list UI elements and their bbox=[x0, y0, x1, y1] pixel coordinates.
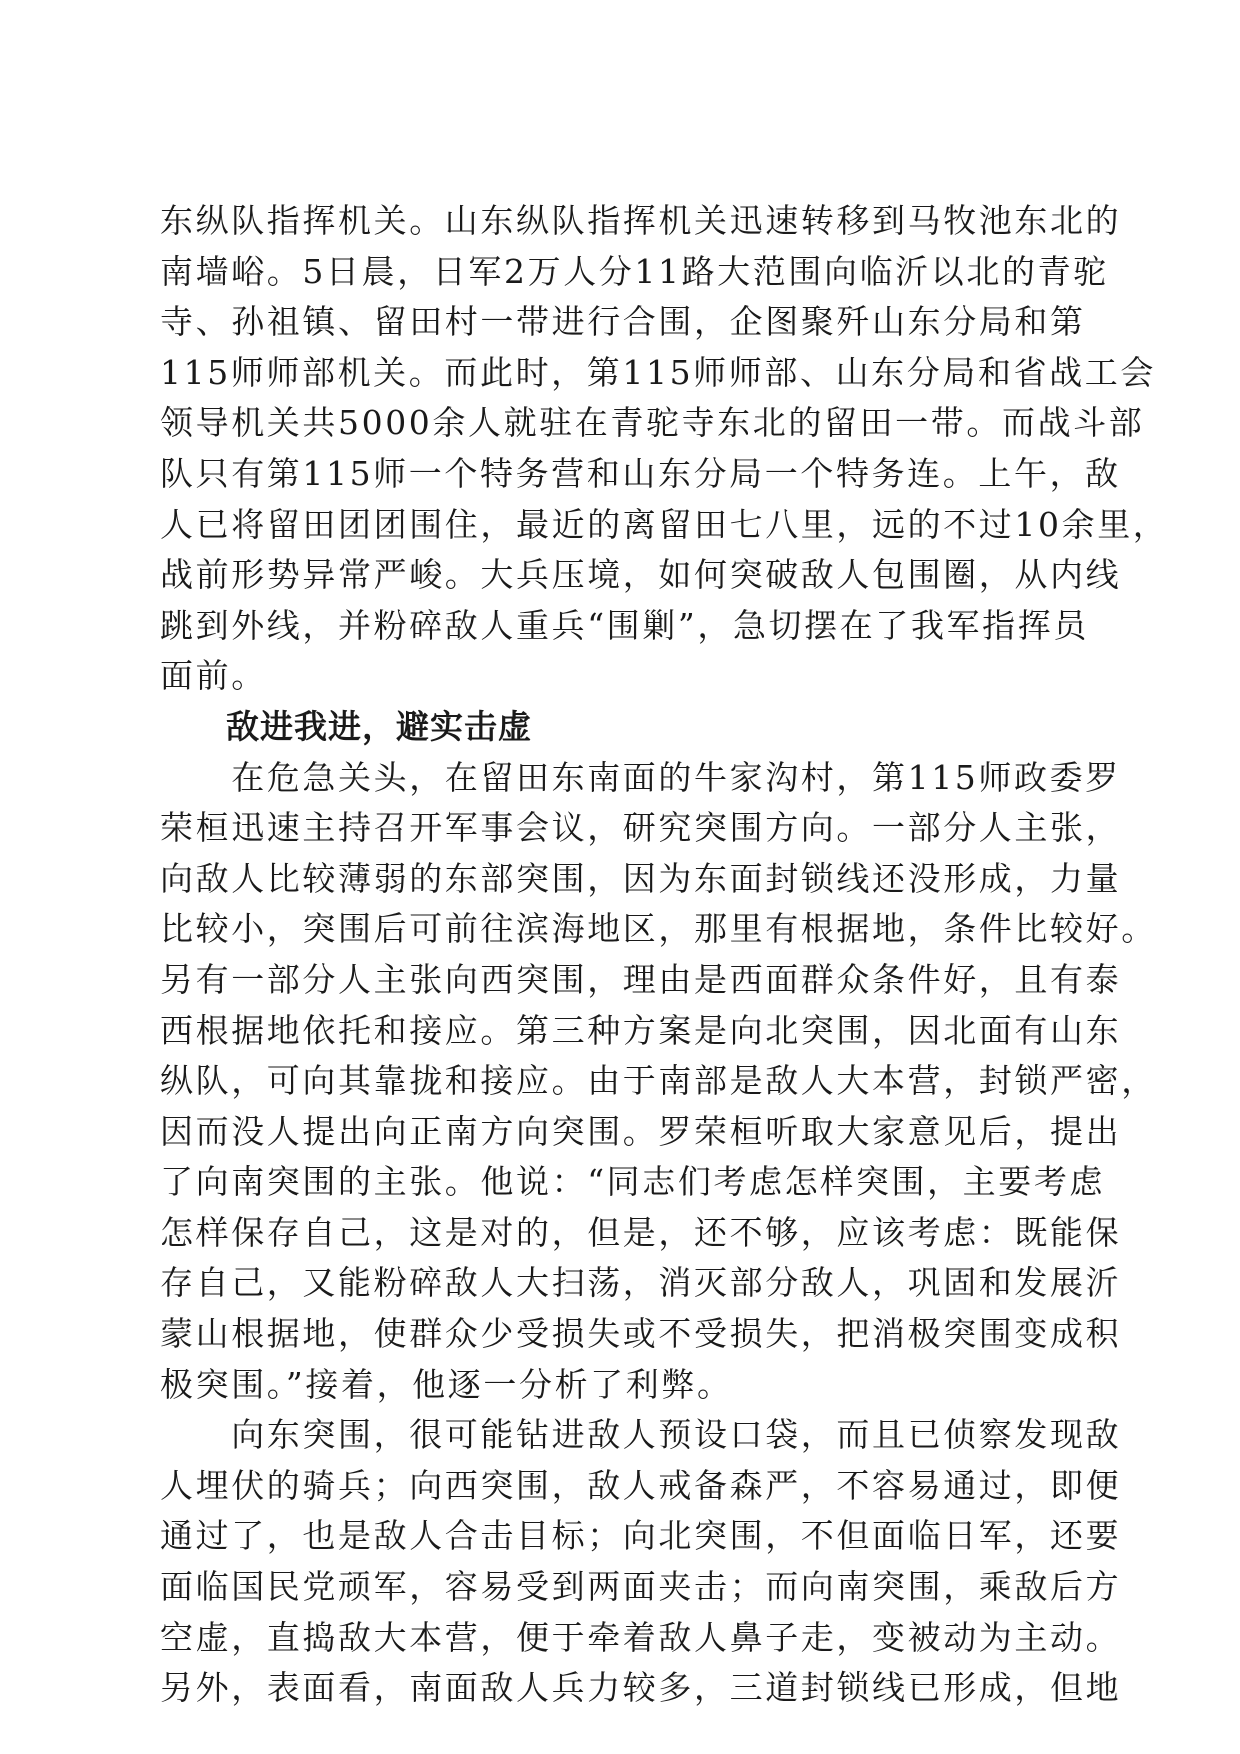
text-line: 人已将留田团团围住，最近的离留田七八里，远的不过10余里， bbox=[160, 504, 1169, 544]
paragraph bbox=[160, 753, 1157, 1411]
text-line: 面临国民党顽军，容易受到两面夹击；而向南突围，乘敌后方 bbox=[160, 1567, 1122, 1607]
text-line: 东纵队指挥机关。山东纵队指挥机关迅速转移到马牧池东北的 bbox=[160, 201, 1122, 240]
text-line: 因而没人提出向正南方向突围。罗荣桓听取大家意见后，提出 bbox=[160, 1111, 1122, 1151]
heading-text: 敌进我进，避实击虚 bbox=[226, 706, 532, 746]
text-line: 西根据地依托和接应。第三种方案是向北突围，因北面有山东 bbox=[160, 1010, 1122, 1050]
text-line: 向敌人比较薄弱的东部突围，因为东面封锁线还没形成，力量 bbox=[160, 858, 1122, 898]
text-line: 领导机关共5000余人就驻在青驼寺东北的留田一带。而战斗部 bbox=[160, 403, 1145, 443]
text-line: 另有一部分人主张向西突围，理由是西面群众条件好，且有泰 bbox=[160, 959, 1122, 999]
text-line: 纵队，可向其靠拢和接应。由于南部是敌人大本营，封锁严密， bbox=[160, 1061, 1157, 1101]
text-line: 115师师部机关。而此时，第115师师部、山东分局和省战工会 bbox=[160, 352, 1156, 392]
document-page bbox=[160, 196, 1169, 1714]
text-line: 空虚，直捣敌大本营，便于牵着敌人鼻子走，变被动为主动。 bbox=[160, 1617, 1122, 1657]
text-line: 极突围。”接着，他逐一分析了利弊。 bbox=[160, 1364, 733, 1404]
text-line: 荣桓迅速主持召开军事会议，研究突围方向。一部分人主张， bbox=[160, 808, 1122, 848]
section-heading bbox=[160, 702, 1080, 753]
text-line: 面前。 bbox=[160, 656, 267, 696]
text-line: 怎样保存自己，这是对的，但是，还不够，应该考虑：既能保 bbox=[160, 1212, 1122, 1252]
text-line: 了向南突围的主张。他说：“同志们考虑怎样突围，主要考虑 bbox=[160, 1162, 1106, 1202]
text-line: 战前形势异常严峻。大兵压境，如何突破敌人包围圈，从内线 bbox=[160, 555, 1122, 595]
text-line: 跳到外线，并粉碎敌人重兵“围剿”，急切摆在了我军指挥员 bbox=[160, 605, 1089, 645]
paragraph bbox=[160, 1410, 1122, 1714]
text-line: 向东突围，很可能钻进敌人预设口袋，而且已侦察发现敌 bbox=[160, 1415, 1122, 1455]
text-line: 存自己，又能粉碎敌人大扫荡，消灭部分敌人，巩固和发展沂 bbox=[160, 1263, 1122, 1303]
text-line: 比较小，突围后可前往滨海地区，那里有根据地，条件比较好。 bbox=[160, 909, 1157, 949]
text-line: 通过了，也是敌人合击目标；向北突围，不但面临日军，还要 bbox=[160, 1516, 1122, 1556]
text-line: 另外，表面看，南面敌人兵力较多，三道封锁线已形成，但地 bbox=[160, 1668, 1122, 1708]
text-line: 南墙峪。5日晨，日军2万人分11路大范围向临沂以北的青驼 bbox=[160, 251, 1109, 291]
text-line: 队只有第115师一个特务营和山东分局一个特务连。上午，敌 bbox=[160, 453, 1121, 493]
text-line: 蒙山根据地，使群众少受损失或不受损失，把消极突围变成积 bbox=[160, 1314, 1122, 1354]
text-line: 在危急关头，在留田东南面的牛家沟村，第115师政委罗 bbox=[160, 757, 1121, 797]
text-line: 人埋伏的骑兵；向西突围，敌人戒备森严，不容易通过，即便 bbox=[160, 1465, 1122, 1505]
text-line: 寺、孙祖镇、留田村一带进行合围，企图聚歼山东分局和第 bbox=[160, 302, 1086, 342]
paragraph bbox=[160, 196, 1169, 702]
